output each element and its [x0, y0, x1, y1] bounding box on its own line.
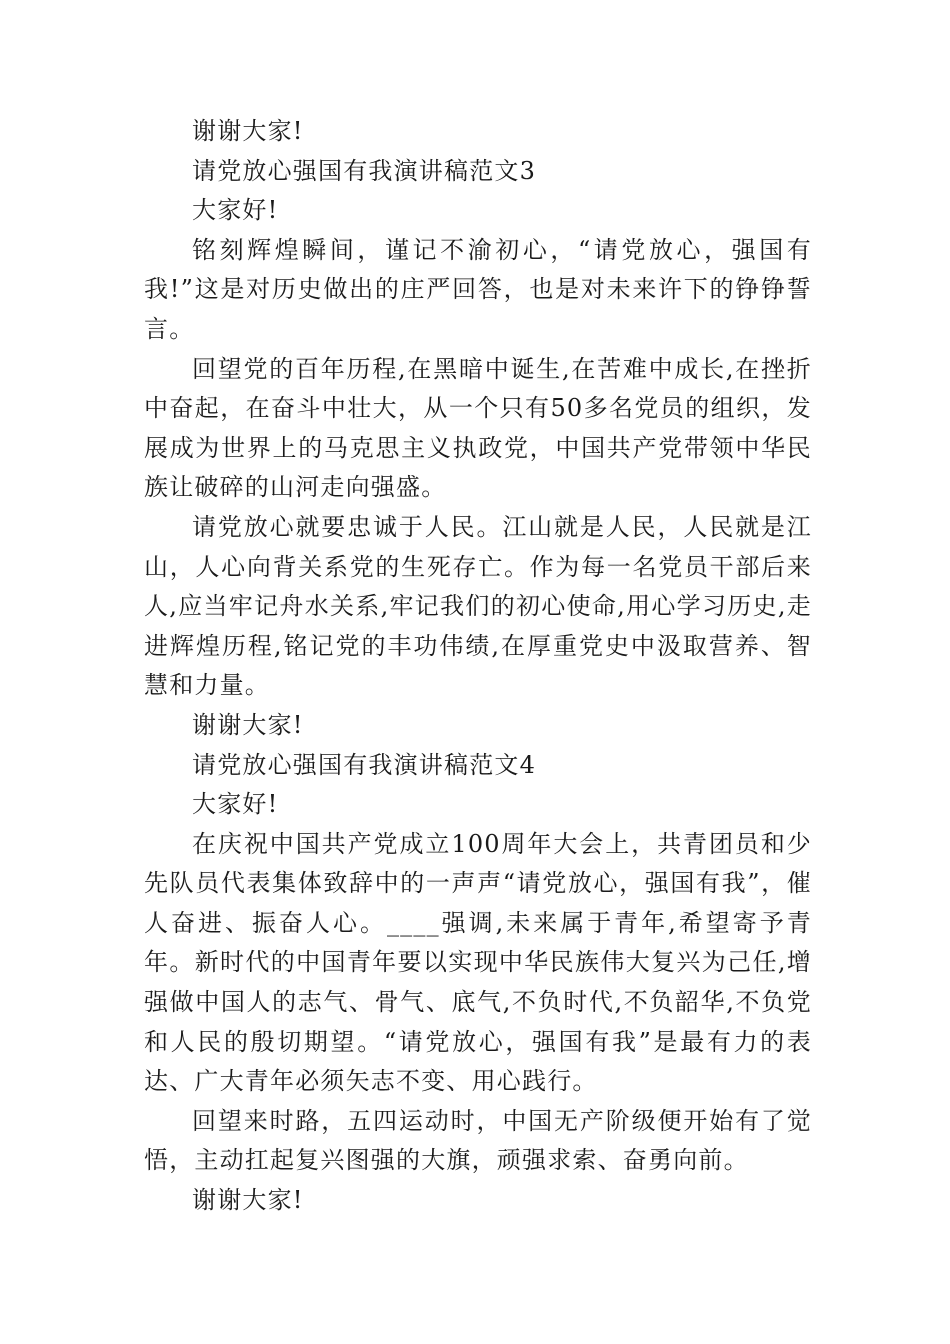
body-paragraph: 在庆祝中国共产党成立100周年大会上，共青团员和少先队员代表集体致辞中的一声声“请党放心，强国有我”，催人奋进、振奋人心。____强调,未来属于青年,希望寄予青年。新时代的中国青年要以实现中华民族伟大复兴为己任,增强做中国人的志气、骨气、底气,不负时代,不负韶华,不负党和人民的殷切期望。“请党放心，强国有我”是最有力的表达、广大青年必须矢志不变、用心践行。 [144, 829, 812, 1096]
closing-thanks: 谢谢大家! [192, 117, 304, 145]
greeting: 大家好! [192, 196, 279, 225]
section-title-3: 请党放心强国有我演讲稿范文3 [192, 156, 537, 185]
document-body [144, 112, 812, 1221]
body-paragraph: 回望党的百年历程,在黑暗中诞生,在苦难中成长,在挫折中奋起，在奋斗中壮大，从一个只有50多名党员的组织，发展成为世界上的马克思主义执政党，中国共产党带领中华民族让破碎的山河走向强盛。 [144, 354, 812, 502]
body-paragraph: 铭刻辉煌瞬间，谨记不渝初心，“请党放心，强国有我!”这是对历史做出的庄严回答，也是对未来许下的铮铮誓言。 [144, 235, 812, 343]
body-paragraph: 请党放心就要忠诚于人民。江山就是人民，人民就是江山，人心向背关系党的生死存亡。作为每一名党员干部后来人,应当牢记舟水关系,牢记我们的初心使命,用心学习历史,走进辉煌历程,铭记党的丰功伟绩,在厚重党史中汲取营养、智慧和力量。 [144, 512, 812, 700]
closing-thanks: 谢谢大家! [192, 1186, 304, 1215]
greeting: 大家好! [192, 790, 279, 819]
section-title-4: 请党放心强国有我演讲稿范文4 [192, 750, 537, 779]
body-paragraph: 回望来时路，五四运动时，中国无产阶级便开始有了觉悟，主动扛起复兴图强的大旗，顽强求索、奋勇向前。 [144, 1106, 812, 1175]
closing-thanks: 谢谢大家! [192, 710, 304, 739]
